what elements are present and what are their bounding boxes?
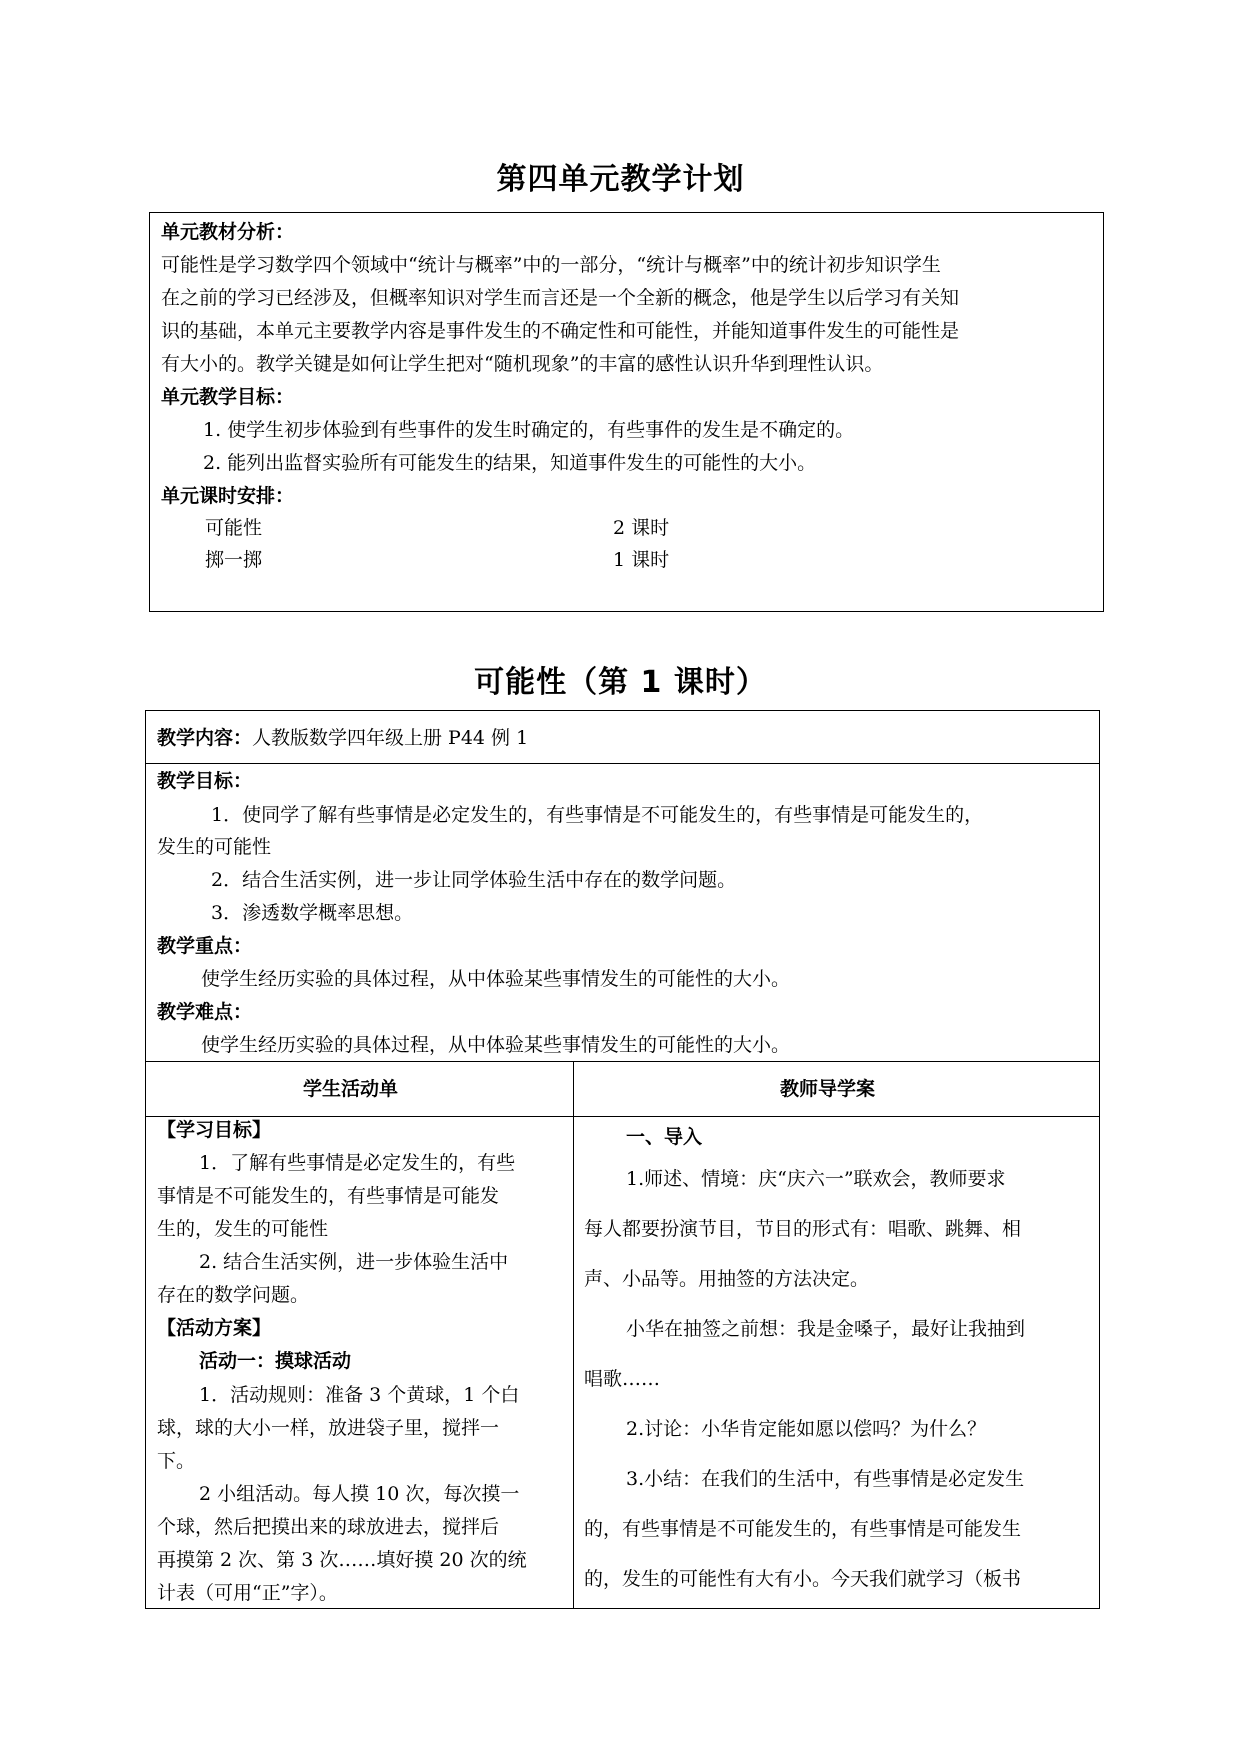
left-line-section: 【学习目标】 (157, 1119, 272, 1141)
right-line: 声、小品等。用抽签的方法决定。 (584, 1268, 870, 1290)
right-line: 2.讨论：小华肯定能如愿以偿吗？为什么？ (626, 1418, 987, 1440)
analysis-line: 在之前的学习已经涉及，但概率知识对学生而言还是一个全新的概念，他是学生以后学习有关知 (161, 287, 960, 309)
difficulty-heading: 教学难点： (157, 1001, 253, 1023)
key-text: 使学生经历实验的具体过程，从中体验某些事情发生的可能性的大小。 (201, 968, 791, 990)
left-line: 再摸第 2 次、第 3 次……填好摸 20 次的统 (157, 1549, 527, 1571)
analysis-line: 有大小的。教学关键是如何让学生把对“随机现象”的丰富的感性认识升华到理性认识。 (161, 353, 884, 375)
schedule-hours: 1 课时 (613, 549, 670, 571)
left-line: 下。 (157, 1450, 196, 1472)
right-line: 唱歌…… (584, 1368, 661, 1390)
right-line: 的，发生的可能性有大有小。今天我们就学习（板书 (584, 1568, 1022, 1590)
left-line: 存在的数学问题。 (157, 1284, 310, 1306)
difficulty-text: 使学生经历实验的具体过程，从中体验某些事情发生的可能性的大小。 (201, 1034, 791, 1056)
left-line: 计表（可用“正”字）。 (157, 1582, 338, 1604)
left-line: 1．活动规则：准备 3 个黄球，1 个白 (199, 1384, 520, 1406)
content-heading: 教学内容： (157, 727, 253, 749)
content-text: 人教版数学四年级上册 P44 例 1 (252, 727, 529, 749)
left-line: 个球，然后把摸出来的球放进去，搅拌后 (157, 1516, 500, 1538)
right-line: 的，有些事情是不可能发生的，有些事情是可能发生 (584, 1518, 1022, 1540)
right-line: 每人都要扮演节目，节目的形式有：唱歌、跳舞、相 (584, 1218, 1022, 1240)
analysis-line: 识的基础，本单元主要教学内容是事件发生的不确定性和可能性，并能知道事件发生的可能性是 (161, 320, 960, 342)
right-line: 3.小结：在我们的生活中，有些事情是必定发生 (626, 1468, 1025, 1490)
objectives-heading: 教学目标： (157, 770, 253, 792)
objective-line: 1．使同学了解有些事情是必定发生的，有些事情是不可能发生的，有些事情是可能发生的， (211, 804, 984, 826)
objective-line: 发生的可能性 (157, 836, 272, 858)
lesson-title: 可能性（第 1 课时） (474, 665, 767, 700)
goals-heading: 单元教学目标： (161, 386, 295, 408)
schedule-hours: 2 课时 (613, 517, 670, 539)
analysis-heading: 单元教材分析： (161, 221, 295, 243)
unit-title: 第四单元教学计划 (496, 162, 745, 197)
content-row (157, 729, 528, 748)
key-heading: 教学重点： (157, 935, 253, 957)
left-line: 1．了解有些事情是必定发生的，有些 (199, 1152, 516, 1174)
col-left-header: 学生活动单 (303, 1078, 399, 1100)
row-divider (145, 1061, 1100, 1062)
row-divider (145, 1116, 1100, 1117)
row-divider (145, 763, 1100, 764)
col-right-header: 教师导学案 (780, 1078, 876, 1100)
left-line: 球，球的大小一样，放进袋子里，搅拌一 (157, 1417, 500, 1439)
left-line: 2 小组活动。每人摸 10 次，每次摸一 (199, 1483, 520, 1505)
left-line: 事情是不可能发生的，有些事情是可能发 (157, 1185, 500, 1207)
goal-item: 1. 使学生初步体验到有些事件的发生时确定的，有些事件的发生是不确定的。 (203, 419, 855, 441)
column-divider (573, 1061, 574, 1609)
analysis-line: 可能性是学习数学四个领域中“统计与概率”中的一部分，“统计与概率”中的统计初步知识学生 (161, 254, 941, 276)
right-line: 1.师述、情境：庆“庆六一”联欢会，教师要求 (626, 1168, 1006, 1190)
left-line: 2. 结合生活实例，进一步体验生活中 (199, 1251, 509, 1273)
goal-item: 2. 能列出监督实验所有可能发生的结果，知道事件发生的可能性的大小。 (203, 452, 817, 474)
left-line-activity: 活动一：摸球活动 (199, 1350, 352, 1372)
objective-line: 3．渗透数学概率思想。 (211, 902, 414, 924)
right-line-section: 一、导入 (626, 1126, 703, 1148)
schedule-heading: 单元课时安排： (161, 485, 295, 507)
schedule-topic: 掷一掷 (205, 549, 263, 571)
right-line: 小华在抽签之前想：我是金嗓子，最好让我抽到 (626, 1318, 1026, 1340)
left-line-section: 【活动方案】 (157, 1317, 272, 1339)
schedule-topic: 可能性 (205, 517, 263, 539)
objective-line: 2．结合生活实例，进一步让同学体验生活中存在的数学问题。 (211, 869, 737, 891)
left-line: 生的，发生的可能性 (157, 1218, 329, 1240)
